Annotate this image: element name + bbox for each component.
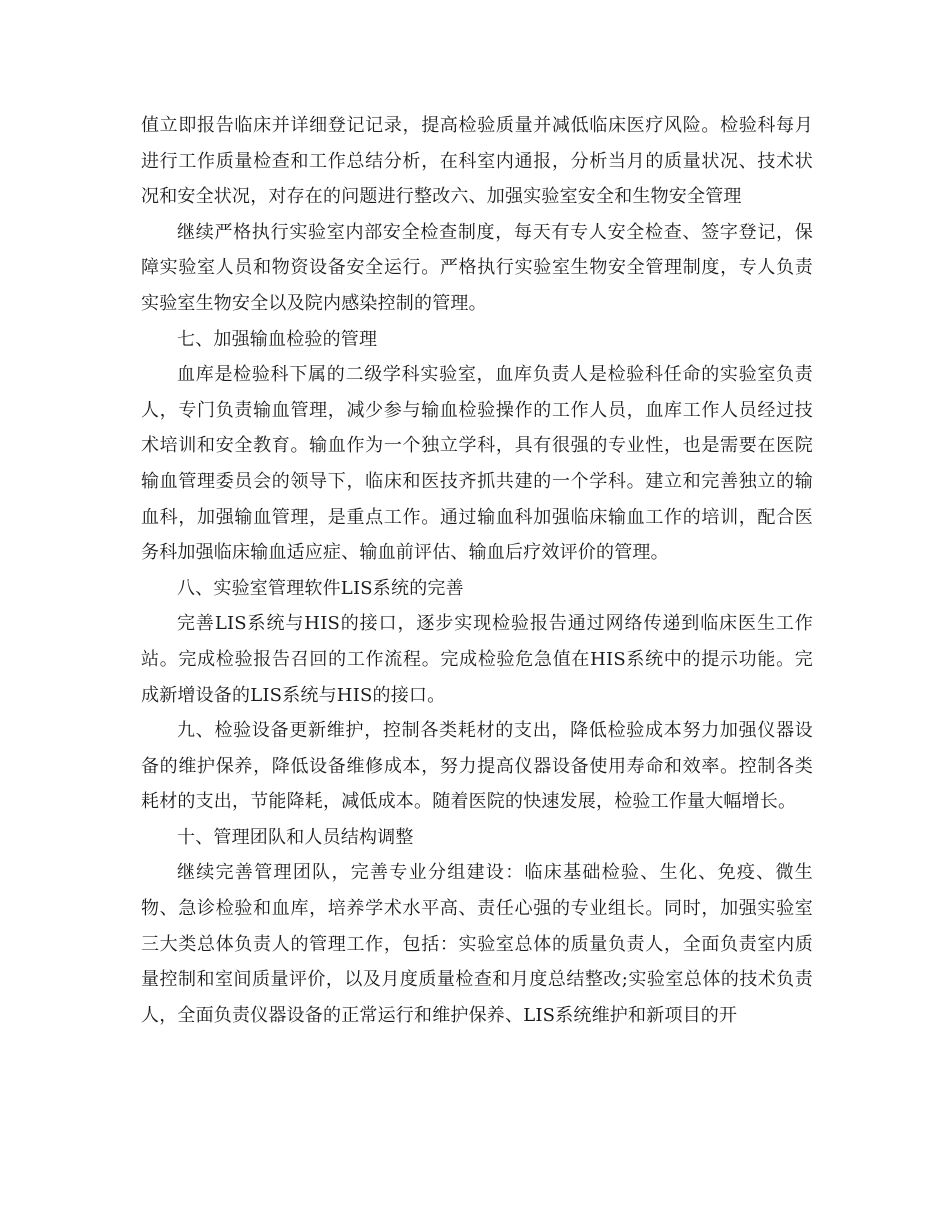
paragraph-lis-his-interface: 完善LIS系统与HIS的接口，逐步实现检验报告通过网络传递到临床医生工作站。完成检验报告召回的工作流程。完成检验危急值在HIS系统中的提示功能。完成新增设备的LIS系统与HIS的接口。: [141, 613, 813, 706]
document-body: [141, 108, 813, 1033]
paragraph-lab-safety: 继续严格执行实验室内部安全检查制度，每天有专人安全检查、签字登记，保障实验室人员和物资设备安全运行。严格执行实验室生物安全管理制度，专人负责实验室生物安全以及院内感染控制的管理。: [141, 221, 813, 314]
paragraph-equipment-maintenance: 九、检验设备更新维护，控制各类耗材的支出，降低检验成本努力加强仪器设备的维护保养，降低设备维修成本，努力提高仪器设备使用寿命和效率。控制各类耗材的支出，节能降耗，减低成本。随着医院的快速发展，检验工作量大幅增长。: [141, 720, 813, 813]
paragraph-quality-report: 值立即报告临床并详细登记记录，提高检验质量并减低临床医疗风险。检验科每月进行工作质量检查和工作总结分析，在科室内通报，分析当月的质量状况、技术状况和安全状况，对存在的问题进行整改六、加强实验室安全和生物安全管理: [141, 115, 813, 208]
heading-transfusion-management: 七、加强输血检验的管理: [177, 328, 378, 350]
paragraph-blood-bank: 血库是检验科下属的二级学科实验室，血库负责人是检验科任命的实验室负责人，专门负责输血管理，减少参与输血检验操作的工作人员，血库工作人员经过技术培训和安全教育。输血作为一个独立学科，具有很强的专业性，也是需要在医院输血管理委员会的领导下，临床和医技齐抓共建的一个学科。建立和完善独立的输血科，加强输血管理，是重点工作。通过输血科加强临床输血工作的培训，配合医务科加强临床输血适应症、输血前评估、输血后疗效评价的管理。: [141, 364, 813, 564]
paragraph-team-management: 继续完善管理团队，完善专业分组建设：临床基础检验、生化、免疫、微生物、急诊检验和血库，培养学术水平高、责任心强的专业组长。同时，加强实验室三大类总体负责人的管理工作，包括：实验室总体的质量负责人，全面负责室内质量控制和室间质量评价，以及月度质量检查和月度总结整改;实验室总体的技术负责人，全面负责仪器设备的正常运行和维护保养、LIS系统维护和新项目的开: [141, 862, 813, 1026]
heading-lis-system: 八、实验室管理软件LIS系统的完善: [177, 577, 464, 599]
heading-team-structure: 十、管理团队和人员结构调整: [177, 826, 414, 848]
